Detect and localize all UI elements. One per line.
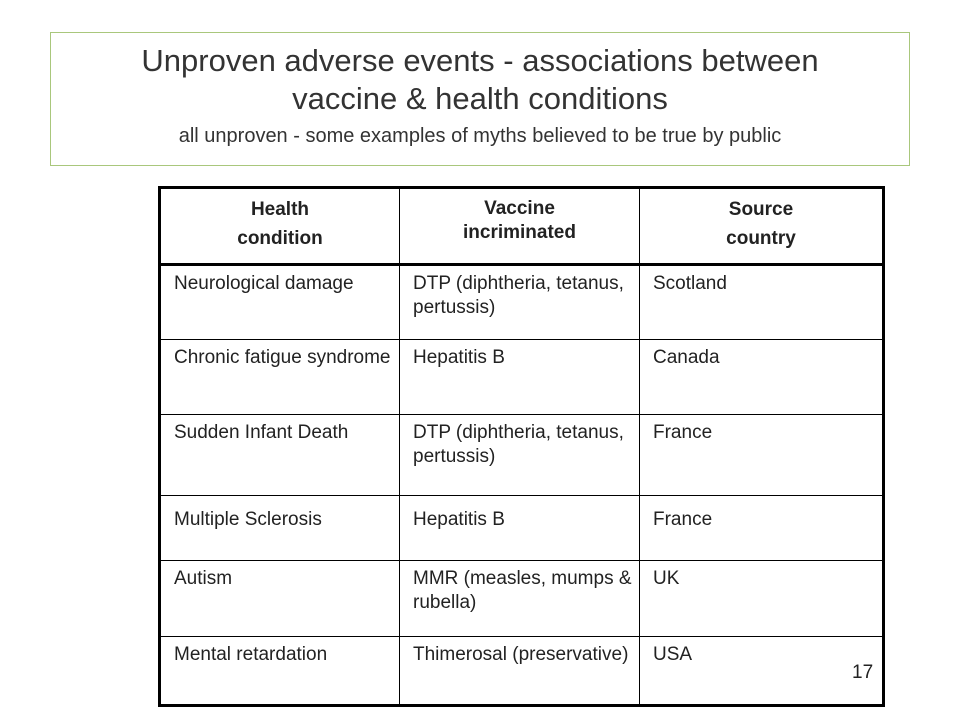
header-text: Vaccine (484, 198, 555, 219)
table-row (160, 340, 884, 415)
header-health-condition (160, 188, 400, 265)
cell-condition: Neurological damage (160, 265, 400, 340)
header-text: Source (728, 199, 794, 220)
header-vaccine-incriminated (400, 188, 640, 265)
slide-title-line-1: Unproven adverse events - associations between (141, 43, 819, 78)
cell-vaccine: Hepatitis B (400, 496, 640, 561)
cell-country: France (640, 415, 884, 496)
cell-condition: Mental retardation (160, 637, 400, 706)
cell-vaccine: Hepatitis B (400, 340, 640, 415)
header-text: incriminated (463, 222, 576, 243)
adverse-events-table (158, 186, 885, 707)
cell-vaccine: DTP (diphtheria, tetanus, pertussis) (400, 265, 640, 340)
cell-condition: Autism (160, 561, 400, 637)
cell-condition: Chronic fatigue syndrome (160, 340, 400, 415)
slide-title-box (50, 32, 910, 166)
table-row (160, 637, 884, 706)
slide-subtitle: all unproven - some examples of myths believed to be true by public (178, 125, 782, 147)
slide-number: 17 (852, 662, 874, 683)
cell-vaccine: DTP (diphtheria, tetanus, pertussis) (400, 415, 640, 496)
cell-country: Canada (640, 340, 884, 415)
cell-country: France (640, 496, 884, 561)
cell-condition: Sudden Infant Death (160, 415, 400, 496)
header-text: country (726, 228, 796, 249)
header-source-country (640, 188, 884, 265)
table-row (160, 415, 884, 496)
cell-condition: Multiple Sclerosis (160, 496, 400, 561)
slide-title-line-2: vaccine & health conditions (292, 81, 668, 116)
table-row (160, 561, 884, 637)
table-header-row (160, 188, 884, 265)
cell-country: Scotland (640, 265, 884, 340)
cell-country: UK (640, 561, 884, 637)
header-text: condition (237, 228, 323, 249)
cell-vaccine: MMR (measles, mumps & rubella) (400, 561, 640, 637)
header-text: Health (250, 199, 310, 220)
cell-country: USA (640, 637, 884, 706)
table-row (160, 265, 884, 340)
cell-vaccine: Thimerosal (preservative) (400, 637, 640, 706)
table-row (160, 496, 884, 561)
